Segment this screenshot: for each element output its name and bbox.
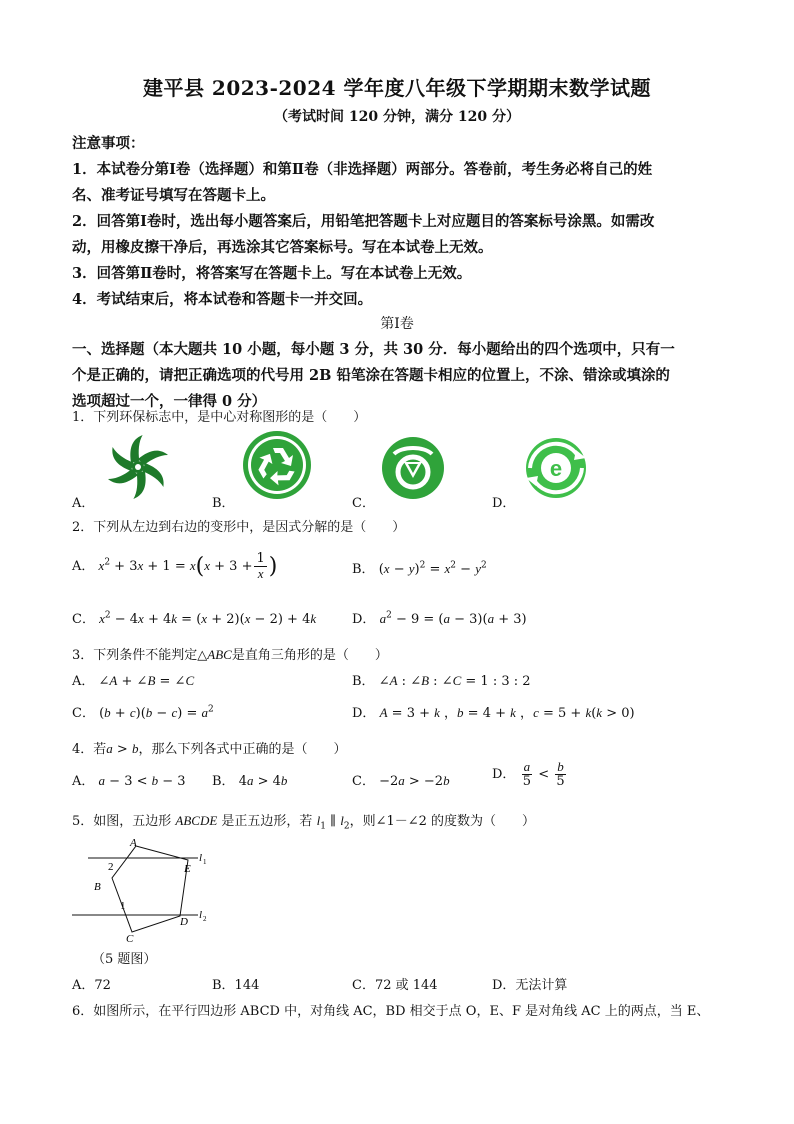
q3-option-a: A． ∠A + ∠B = ∠C [72,673,195,689]
q1-option-c-label: C． [352,496,375,511]
q2-option-a-label: A． [72,559,95,574]
q4-option-c-label: C． [352,774,375,789]
part1-instructions: 选项超过一个，一律得 0 分） [72,393,267,410]
q2-option-a: A． $x^2 + 3x + 1 = x(x + 3$ + $\frac{1}{x}$ ) [72,551,278,581]
notice-heading: 注意事项： [72,135,145,152]
q3-option-a-label: A． [72,674,95,689]
fig-label-d: D [180,916,188,928]
question-3-stem [72,644,388,663]
notice-line: 动，用橡皮擦干净后，再选涂其它答案标号。写在本试卷上无效。 [72,239,493,256]
question-2-stem: 2．下列从左边到右边的变形中，是因式分解的是（ ） [72,520,406,535]
q3-option-b-label: B． [352,674,375,689]
q2-option-b-label: B． [352,562,375,577]
q5-stem-end: ，则∠1－∠2 的度数为（ ） [349,814,536,829]
fig-label-l1-sub: 1 [203,858,207,866]
q4-option-d: D． $\frac{a}{5}$ < $\frac{b}{5}$ [492,759,565,789]
fig-angle-1: 1 [120,900,126,912]
q3-option-b: B． ∠A : ∠B : ∠C = 1 : 3 : 2 [352,673,531,689]
fig-angle-2: 2 [108,861,114,873]
question-6-stem: 6．如图所示，在平行四边形 ABCD 中，对角线 AC，BD 相交于点 O，E、F 是对角线 AC 上的两点，当 E、 [72,1004,710,1019]
svg-text:e: e [549,456,563,481]
notice-line: 1．本试卷分第Ⅰ卷（选择题）和第Ⅱ卷（非选择题）两部分。答卷前，考生务必将自己的姓 [72,161,653,178]
fig-label-b: B [94,881,101,893]
fig-label-c: C [126,933,134,945]
notice-line: 名、准考证号填写在答题卡上。 [72,187,275,204]
q2-option-d-label: D． [352,612,376,627]
q4-option-c: C． −2a > −2b [352,773,450,789]
q5-option-a: A．72 [72,978,111,993]
q5-figure-caption: （5 题图） [92,952,157,967]
q1-option-b-label: B． [212,496,235,511]
q3-stem-post: 是直角三角形的是（ ） [231,648,388,663]
notice-line: 3．回答第Ⅱ卷时，将答案写在答题卡上。写在本试卷上无效。 [72,265,472,282]
pinwheel-logo-icon [104,434,172,500]
q4-stem-post: ，那么下列各式中正确的是（ ） [138,742,347,757]
exam-title: 建平县 2023-2024 学年度八年级下学期期末数学试题 [142,76,652,100]
q3-option-c-label: C． [72,706,95,721]
question-4-stem: 4．若a > b，那么下列各式中正确的是（ ） [72,741,347,757]
q4-option-b: B． 4a > 4b [212,773,288,789]
q5-stem-pre: 5．如图，五边形 [72,814,176,829]
fig-label-e: E [184,863,191,875]
q3-stem-pre: 3．下列条件不能判定 [72,648,198,663]
q2-option-c: C． $x^2 - 4x + 4k = (x + 2)(x - 2) + 4k$ [72,610,317,627]
part1-instructions: 一、选择题（本大题共 10 小题，每小题 3 分，共 30 分．每小题给出的四个选项中，只有一 [72,341,675,358]
fig-label-l1: l [199,852,203,864]
fig-label-l2-sub: 2 [203,915,207,923]
q3-option-d-label: D． [352,706,376,721]
q3-triangle-symbol: △ [197,648,208,663]
part1-heading: 第Ⅰ卷 [380,316,414,332]
green-food-logo-icon [380,436,446,500]
q4-option-b-label: B． [212,774,235,789]
q4-option-d-label: D． [492,767,516,782]
q3-option-d: D． A = 3 + k ，b = 4 + k ，c = 5 + k(k > 0) [352,705,635,721]
exam-subtitle: （考试时间 120 分钟，满分 120 分） [274,109,520,125]
part1-instructions: 个是正确的，请把正确选项的代号用 2B 铅笔涂在答题卡相应的位置上，不涂、错涂或填涂的 [72,367,670,384]
question-1-stem: 1．下列环保标志中，是中心对称图形的是（ ） [72,410,367,425]
q4-option-a: A． a − 3 < b − 3 [72,773,186,789]
q5-option-c: C．72 或 144 [352,978,438,993]
recycle-logo-icon [240,430,314,500]
q4-stem-pre: 4．若 [72,742,107,757]
pentagon-figure [70,836,220,946]
q4-option-a-label: A． [72,774,95,789]
q5-option-d: D．无法计算 [492,978,568,993]
q2-option-c-label: C． [72,612,95,627]
q5-option-b: B．144 [212,978,260,993]
q3-option-c: C． $(b + c)(b - c) = a^2$ [72,704,214,721]
q5-pentagon-name: ABCDE [175,813,218,828]
q2-option-d: D． $a^2 - 9 = (a - 3)(a + 3)$ [352,610,527,627]
q1-option-d-label: D． [492,496,516,511]
question-5-stem: 5．如图，五边形 ABCDE 是正五边形，若 $l_1$ ∥ $l_2$，则∠1－∠2 的度数为（ ） [72,813,536,832]
q1-option-a-label: A． [72,496,95,511]
q3-triangle-name: ABC [207,647,232,662]
notice-line: 4．考试结束后，将本试卷和答题卡一并交回。 [72,291,373,308]
fig-label-l2: l [199,909,203,921]
fig-label-a: A [130,837,137,849]
notice-line: 2．回答第Ⅰ卷时，选出每小题答案后，用铅笔把答题卡上对应题目的答案标号涂黑。如需改 [72,213,655,230]
q5-stem-mid: 是正五边形，若 [217,814,317,829]
q2-option-b: B． $(x - y)^2 = x^2 - y^2$ [352,560,487,577]
e-logo-icon [520,436,592,500]
